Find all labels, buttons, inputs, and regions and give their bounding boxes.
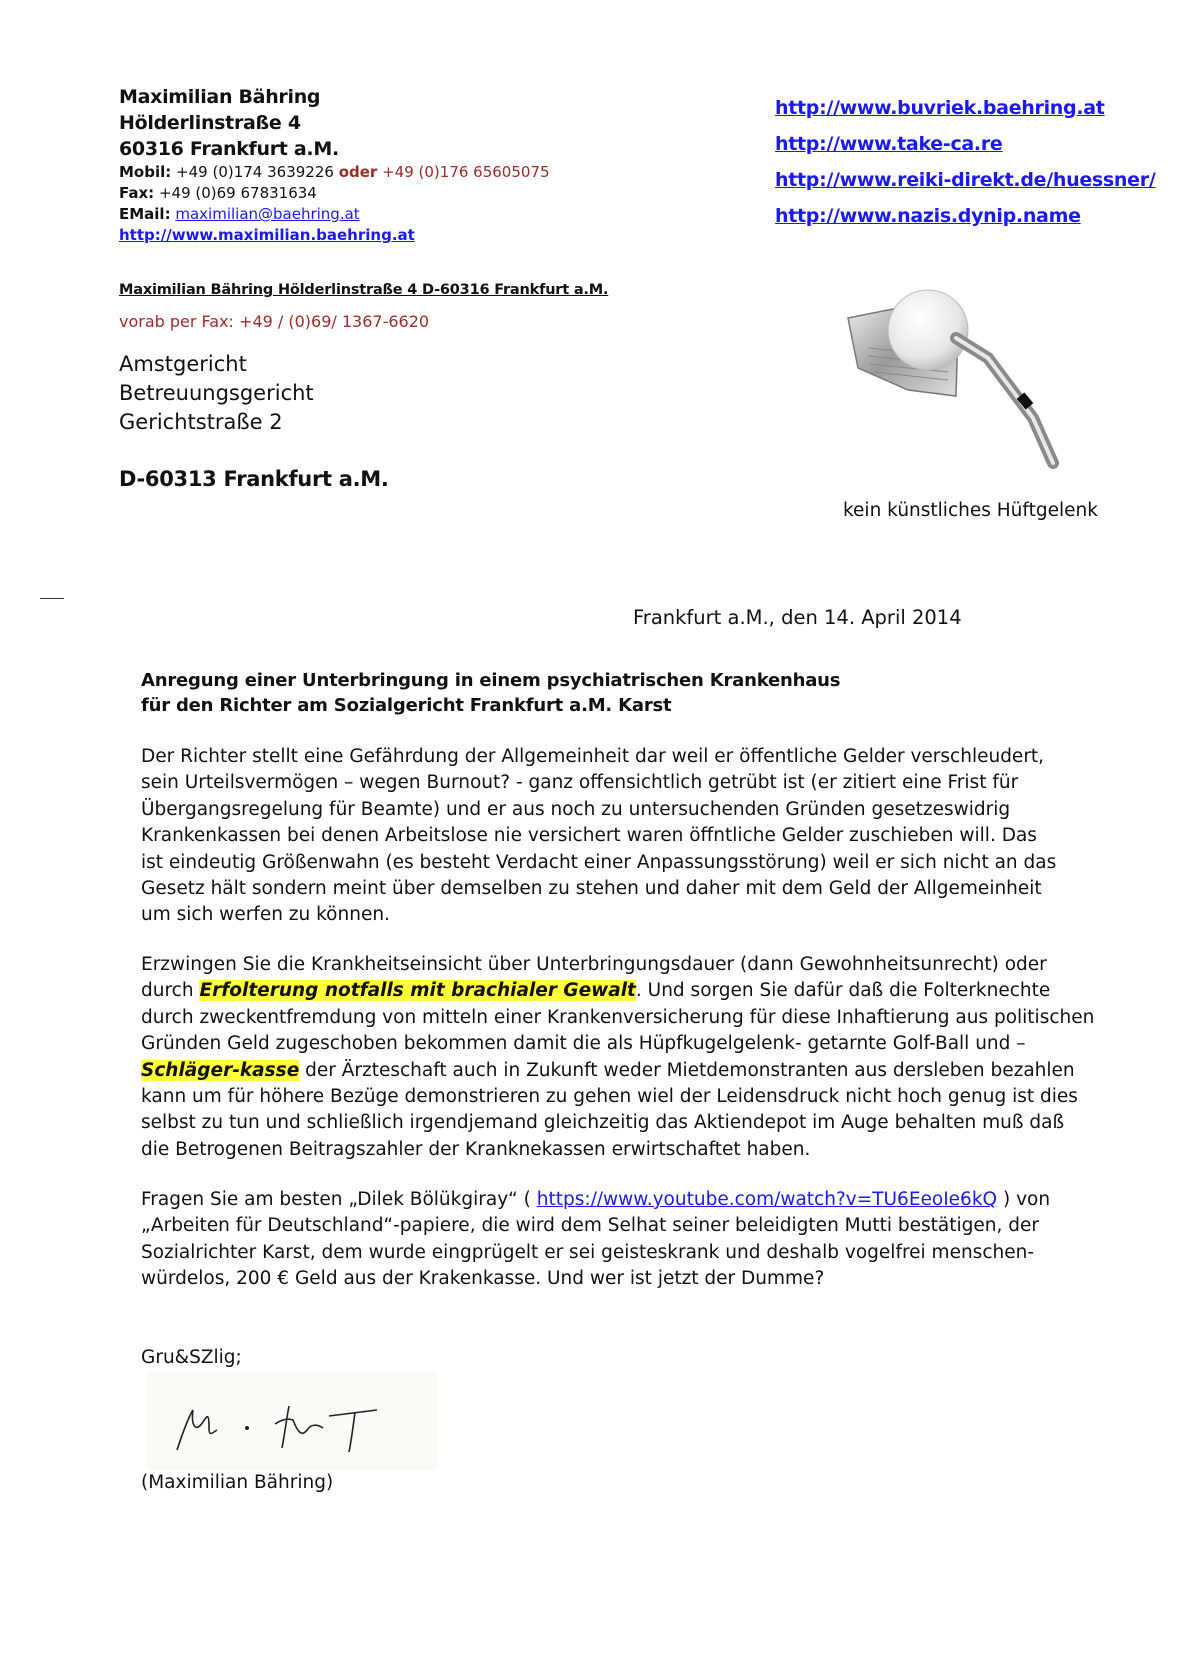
youtube-link[interactable]: https://www.youtube.com/watch?v=TU6EeoIe6kQ — [536, 1189, 998, 1210]
golf-club-image — [838, 278, 1078, 478]
email-link[interactable]: maximilian@baehring.at — [175, 205, 360, 223]
sender-name: Maximilian Bähring — [119, 86, 321, 108]
recipient-line: Amstgericht — [119, 352, 247, 376]
link-reiki[interactable]: http://www.reiki-direkt.de/huessner/ — [775, 169, 1156, 191]
image-caption: kein künstliches Hüftgelenk — [843, 500, 1098, 521]
fold-mark — [40, 598, 64, 599]
paragraph-2: Erzwingen Sie die Krankheitseinsicht über Unterbringungsdauer (dann Gewohnheitsunrecht) oder durch Erfolterung notfalls mit brachialer Gewalt. Und sorgen Sie dafür daß die Folterknechte durch zweckentfremdung von mitteln einer Krankenversicherung für diese Inhaftierung aus politischen Gründen Geld zugeschoben bekommen damit die als Hüpfkugelgelenk- getarnte Golf-Ball und – Schläger-kasse der Ärzteschaft auch in Zukunft weder Mietdemonstranten aus dersleben bezahlen kann um für höhere Bezüge demonstrieren zu gehen wiel der Leidensdruck nicht hoch genug ist dies selbst zu tun und schließlich irgendjemand gleichzeitig das Aktiendepot im Auge behalten muß daß die Betrogenen Beitragszahler der Kranknekassen erwirtschaftet haben. — [141, 954, 1095, 1160]
return-address: Maximilian Bähring Hölderlinstraße 4 D-60316 Frankfurt a.M. — [119, 282, 609, 298]
recipient-city: D-60313 Frankfurt a.M. — [119, 467, 389, 491]
link-nazis[interactable]: http://www.nazis.dynip.name — [775, 205, 1081, 227]
paragraph-1: Der Richter stellt eine Gefährdung der Allgemeinheit dar weil er öffentliche Gelder verschleudert, sein Urteilsvermögen – wegen Burnout? - ganz offensichtlich getrübt ist (er zitiert eine Frist für Übergangsregelung für Beamte) und er aus noch zu untersuchenden Gründen gesetzeswidrig Krankenkassen bei denen Arbeitslose nie versichert waren öffntliche Gelder zuschieben will. Das ist eindeutig Größenwahn (es besteht Verdacht einer Anpassungsstörung) weil er sich nicht an das Gesetz hält sondern meint über demselben zu stehen und daher mit dem Geld der Allgemeinheit um sich werfen zu können. — [141, 746, 1057, 926]
sender-city: 60316 Frankfurt a.M. — [119, 138, 339, 160]
highlight-text: Schläger-kasse — [141, 1059, 300, 1081]
letter-subject: Anregung einer Unterbringung in einem psychiatrischen Krankenhaus für den Richter am Sozialgericht Frankfurt a.M. Karst — [141, 670, 841, 716]
link-take-care[interactable]: http://www.take-ca.re — [775, 133, 1003, 155]
recipient-line: Betreuungsgericht — [119, 381, 314, 405]
sender-mobile: Mobil: +49 (0)174 3639226 oder +49 (0)176 65605075 — [119, 163, 550, 181]
sender-fax: Fax: +49 (0)69 67831634 — [119, 184, 317, 202]
sender-email: EMail: maximilian@baehring.at — [119, 205, 360, 223]
link-buvriek[interactable]: http://www.buvriek.baehring.at — [775, 97, 1105, 119]
paragraph-3: Fragen Sie am besten „Dilek Bölükgiray“ ( https://www.youtube.com/watch?v=TU6EeoIe6kQ ) von „Arbeiten für Deutschland“-papiere, die wird dem Selhat seiner beleidigten Mutti bestätigen, der Sozialrichter Karst, dem wurde eingprügelt er sei geisteskrank und deshalb vogelfrei menschen- würdelos, 200 € Geld aus der Krakenkasse. Und wer ist jetzt der Dumme? — [141, 1189, 1051, 1290]
letter-date: Frankfurt a.M., den 14. April 2014 — [633, 606, 962, 629]
recipient-line: Gerichtstraße 2 — [119, 410, 283, 434]
sender-street: Hölderlinstraße 4 — [119, 112, 301, 134]
recipient-block — [119, 350, 314, 437]
link-list — [775, 90, 1155, 234]
signature-image — [147, 1372, 437, 1470]
fax-line: vorab per Fax: +49 / (0)69/ 1367-6620 — [119, 312, 430, 331]
sender-block — [119, 84, 550, 246]
signature-name: (Maximilian Bähring) — [141, 1472, 334, 1493]
website-link[interactable]: http://www.maximilian.baehring.at — [119, 226, 415, 244]
greeting: Gru&SZlig; — [141, 1347, 242, 1368]
highlight-text: Erfolterung notfalls mit brachialer Gewalt — [199, 980, 636, 1002]
sender-website — [119, 225, 550, 246]
